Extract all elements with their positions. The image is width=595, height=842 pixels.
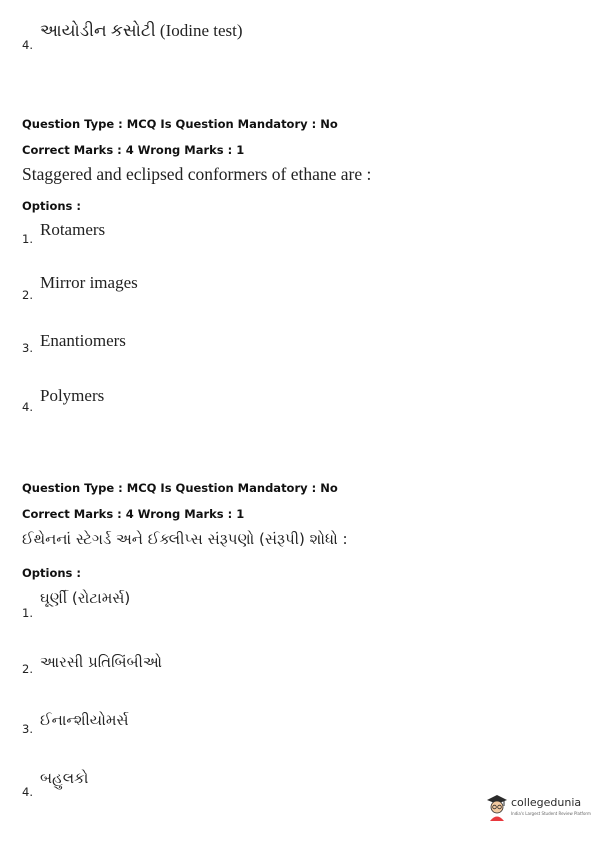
option-text: Polymers (40, 386, 105, 405)
question-type-line: Question Type : MCQ Is Question Mandatory : No (22, 481, 338, 495)
option-text: આયોડીન કસોટી (Iodine test) (40, 21, 243, 40)
option-text: Mirror images (40, 273, 138, 292)
options-label: Options : (22, 566, 81, 580)
option-number: 3. (22, 722, 33, 736)
option-number: 3. (22, 341, 33, 355)
question-text: ઈથેનનાં સ્ટેગર્ડ અને ઈક્લીપ્સ સંરૂપણો (સંરૂપી) શોધો : (22, 530, 348, 548)
option-number: 4. (22, 400, 33, 414)
option-number: 2. (22, 662, 33, 676)
option-number: 2. (22, 288, 33, 302)
option-text: આરસી પ્રતિબિંબીઓ (40, 653, 162, 671)
option-number: 4. (22, 38, 33, 52)
question-text: Staggered and eclipsed conformers of ethane are : (22, 164, 372, 184)
option-text: ઘૂર્ણી (રોટામર્સ) (40, 589, 131, 607)
student-mascot-icon (485, 794, 509, 822)
marks-line: Correct Marks : 4 Wrong Marks : 1 (22, 143, 245, 157)
logo-tagline: India's Largest Student Review Platform (511, 811, 591, 816)
option-text: Enantiomers (40, 331, 126, 350)
option-number: 4. (22, 785, 33, 799)
option-text: બહુલકો (40, 769, 89, 787)
option-number: 1. (22, 232, 33, 246)
marks-line: Correct Marks : 4 Wrong Marks : 1 (22, 507, 245, 521)
option-number: 1. (22, 606, 33, 620)
option-text: Rotamers (40, 220, 106, 239)
options-label: Options : (22, 199, 81, 213)
option-text: ઈનાન્શીયોમર્સ (40, 711, 129, 729)
collegedunia-logo (485, 794, 591, 822)
question-type-line: Question Type : MCQ Is Question Mandatory : No (22, 117, 338, 131)
logo-wordmark: collegedunia (511, 796, 582, 809)
